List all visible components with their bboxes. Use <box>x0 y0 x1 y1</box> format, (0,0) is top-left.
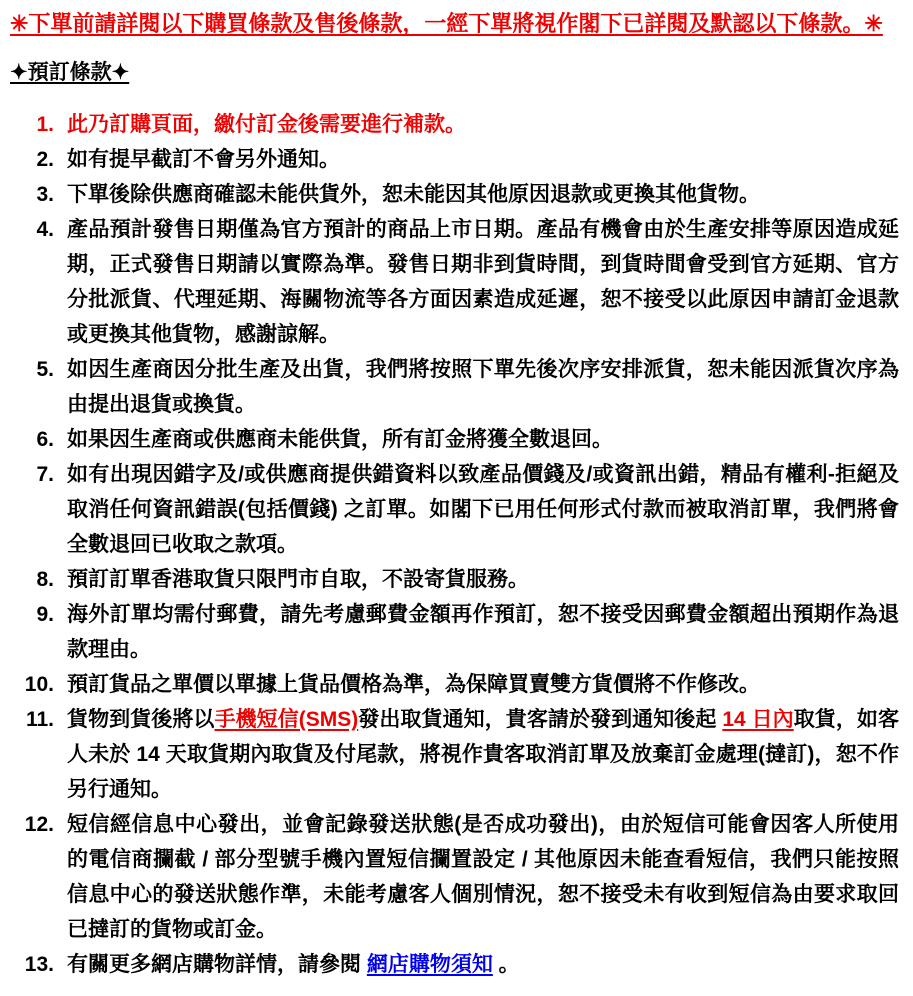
terms-list <box>10 107 899 982</box>
term-text-segment: 如有提早截訂不會另外通知。 <box>67 148 340 171</box>
term-text-segment: 。 <box>492 953 520 976</box>
term-number: 3. <box>36 183 54 206</box>
term-item-4 <box>10 212 899 352</box>
term-text <box>67 702 899 807</box>
term-text-segment: 如因生產商因分批生產及出貨，我們將按照下單先後次序安排派貨，恕未能因派貨次序為由提出退貨或換貨。 <box>67 358 899 416</box>
term-text <box>67 947 899 982</box>
term-item-2 <box>10 142 899 177</box>
term-item-9 <box>10 597 899 667</box>
term-text <box>67 422 899 457</box>
term-text-segment: 有關更多網店購物詳情，請參閱 <box>67 953 367 976</box>
term-item-11 <box>10 702 899 807</box>
term-text-segment: 短信經信息中心發出，並會記錄發送狀態(是否成功發出)，由於短信可能會因客人所使用的電信商攔截 / 部分型號手機內置短信攔置設定 / 其他原因未能查看短信，我們只能按照信息中心的發送狀態作準，未能考慮客人個別情況，恕不接受未有收到短信為由要求取回已撻訂的貨物或訂金。 <box>67 813 899 941</box>
term-number: 12. <box>24 813 54 836</box>
term-text <box>67 667 899 702</box>
term-item-7 <box>10 457 899 562</box>
term-text <box>67 142 899 177</box>
term-number: 6. <box>36 428 54 451</box>
term-item-13 <box>10 947 899 982</box>
term-item-12 <box>10 807 899 947</box>
term-text-segment: 如有出現因錯字及/或供應商提供錯資料以致產品價錢及/或資訊出錯，精品有權利-拒絕及取消任何資訊錯誤(包括價錢) 之訂單。如閣下已用任何形式付款而被取消訂單，我們將會全數退回已收取之款項。 <box>67 463 899 556</box>
shop-notice-link[interactable]: 網店購物須知 <box>366 953 493 976</box>
term-text <box>67 457 899 562</box>
term-text-segment: 預訂貨品之單價以單據上貨品價格為準，為保障買賣雙方貨價將不作修改。 <box>67 673 760 696</box>
term-item-10 <box>10 667 899 702</box>
term-item-8 <box>10 562 899 597</box>
term-number: 10. <box>24 673 54 696</box>
term-number: 5. <box>36 358 54 381</box>
term-text-segment: 海外訂單均需付郵費，請先考慮郵費金額再作預訂，恕不接受因郵費金額超出預期作為退款理由。 <box>67 603 899 661</box>
term-text <box>67 562 899 597</box>
term-text-segment: 此乃訂購頁面，繳付訂金後需要進行補款。 <box>67 113 466 136</box>
term-item-3 <box>10 177 899 212</box>
term-text-segment: 如果因生產商或供應商未能供貨，所有訂金將獲全數退回。 <box>67 428 613 451</box>
term-text-segment: 預訂訂單香港取貨只限門市自取，不設寄貨服務。 <box>67 568 529 591</box>
term-text-segment: 手機短信(SMS) <box>214 708 359 731</box>
purchase-notice-title: ✳下單前請詳閱以下購買條款及售後條款，一經下單將視作閣下已詳閱及默認以下條款。✳ <box>10 11 883 36</box>
term-text-segment: 發出取貨通知，貴客請於發到通知後起 <box>358 708 723 731</box>
term-text <box>67 352 899 422</box>
term-number: 9. <box>36 603 54 626</box>
term-text <box>67 177 899 212</box>
term-text-segment: 貨物到貨後將以 <box>67 708 215 731</box>
term-number: 2. <box>36 148 54 171</box>
term-number: 7. <box>36 463 54 486</box>
term-number: 1. <box>36 113 54 136</box>
term-text <box>67 597 899 667</box>
term-item-1 <box>10 107 899 142</box>
term-text-segment: 取貨，如客人未於 14 天取貨期內取貨及付尾款，將視作貴客取消訂單及放棄訂金處理(撻訂)，恕不作另行通知。 <box>67 708 899 801</box>
term-item-6 <box>10 422 899 457</box>
term-text-segment: 下單後除供應商確認未能供貨外，恕未能因其他原因退款或更換其他貨物。 <box>67 183 760 206</box>
term-text-segment: 產品預計發售日期僅為官方預計的商品上市日期。產品有機會由於生產安排等原因造成延期，正式發售日期請以實際為準。發售日期非到貨時間，到貨時間會受到官方延期、官方分批派貨、代理延期、海關物流等各方面因素造成延遲，恕不接受以此原因申請訂金退款或更換其他貨物，感謝諒解。 <box>67 218 899 346</box>
term-text <box>67 807 899 947</box>
term-text <box>67 212 899 352</box>
term-number: 8. <box>36 568 54 591</box>
preorder-terms-heading: ✦預訂條款✦ <box>10 61 130 84</box>
term-number: 11. <box>25 708 54 731</box>
term-number: 4. <box>36 218 54 241</box>
term-text-segment: 14 日內 <box>722 708 794 731</box>
term-number: 13. <box>24 953 54 976</box>
term-item-5 <box>10 352 899 422</box>
term-text <box>67 107 899 142</box>
